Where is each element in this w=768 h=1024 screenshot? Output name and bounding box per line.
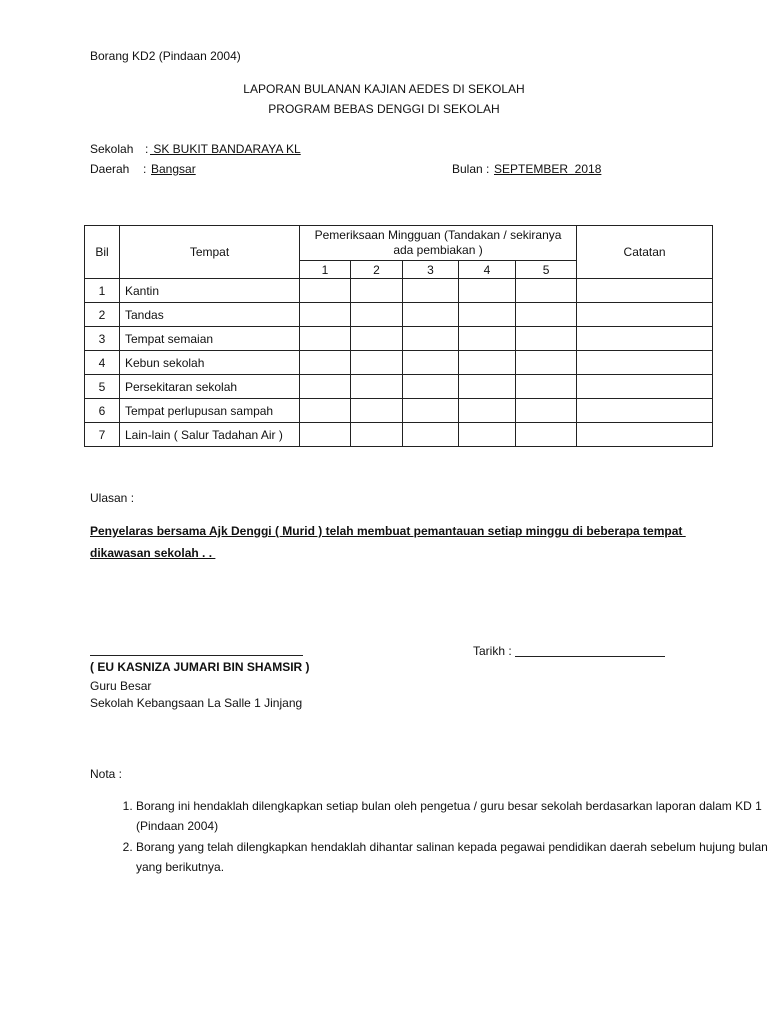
- list-item: 1. Borang ini hendaklah dilengkapkan setiap bulan oleh pengetua / guru besar sekolah berdasarkan laporan dalam KD 1 (Pindaan 2004): [136, 796, 768, 836]
- program-title: PROGRAM BEBAS DENGGI DI SEKOLAH: [268, 102, 500, 116]
- signatory-position: Guru Besar: [90, 679, 152, 693]
- week-cell: [300, 351, 351, 375]
- table-row: [85, 399, 713, 423]
- week-cell: [351, 351, 403, 375]
- table-row: [85, 375, 713, 399]
- catatan-cell: [577, 351, 713, 375]
- catatan-cell: [577, 327, 713, 351]
- week-cell: [300, 279, 351, 303]
- ulasan-label: Ulasan :: [90, 491, 135, 505]
- bulan-label: Bulan :: [452, 162, 490, 176]
- sekolah-value: SK BUKIT BANDARAYA KL: [150, 142, 301, 156]
- week-cell: [516, 327, 577, 351]
- list-item: 2. Borang yang telah dilengkapkan hendaklah dihantar salinan kepada pegawai pendidikan daerah sebelum hujung bulan yang berikutnya.: [136, 837, 768, 877]
- header-week-5: 5: [516, 261, 577, 279]
- week-cell: [351, 375, 403, 399]
- row-bil: 5: [85, 375, 120, 399]
- table-row: [85, 303, 713, 327]
- row-tempat: Kantin: [120, 279, 300, 303]
- header-tempat: Tempat: [120, 226, 300, 279]
- header-week-4: 4: [459, 261, 516, 279]
- tarikh-label: Tarikh :: [473, 644, 512, 658]
- week-cell: [351, 327, 403, 351]
- inspection-table: [84, 225, 713, 447]
- week-cell: [459, 279, 516, 303]
- table-row: [85, 423, 713, 447]
- signatory-school: Sekolah Kebangsaan La Salle 1 Jinjang: [90, 696, 303, 710]
- week-cell: [516, 351, 577, 375]
- row-tempat: Persekitaran sekolah: [120, 375, 300, 399]
- week-cell: [300, 399, 351, 423]
- header-week-3: 3: [403, 261, 459, 279]
- week-cell: [300, 375, 351, 399]
- week-cell: [403, 399, 459, 423]
- week-cell: [403, 327, 459, 351]
- week-cell: [516, 303, 577, 327]
- row-bil: 6: [85, 399, 120, 423]
- form-code: Borang KD2 (Pindaan 2004): [90, 49, 241, 63]
- row-tempat: Kebun sekolah: [120, 351, 300, 375]
- week-cell: [351, 423, 403, 447]
- report-title: LAPORAN BULANAN KAJIAN AEDES DI SEKOLAH: [243, 82, 525, 96]
- header-week-1: 1: [300, 261, 351, 279]
- week-cell: [459, 399, 516, 423]
- header-bil: Bil: [85, 226, 120, 279]
- nota-list: [88, 796, 768, 878]
- week-cell: [403, 375, 459, 399]
- week-cell: [300, 303, 351, 327]
- week-cell: [459, 351, 516, 375]
- table-header-row: [85, 226, 713, 261]
- ulasan-line-1: Penyelaras bersama Ajk Denggi ( Murid ) telah membuat pemantauan setiap minggu di beberapa tempat: [90, 524, 686, 538]
- catatan-cell: [577, 303, 713, 327]
- daerah-label: Daerah: [90, 162, 130, 176]
- week-cell: [459, 327, 516, 351]
- week-cell: [403, 351, 459, 375]
- nota-label: Nota :: [90, 767, 123, 781]
- week-cell: [351, 399, 403, 423]
- row-bil: 7: [85, 423, 120, 447]
- week-cell: [516, 399, 577, 423]
- row-tempat: Tempat perlupusan sampah: [120, 399, 300, 423]
- sekolah-colon: :: [145, 142, 149, 156]
- daerah-colon: :: [143, 162, 147, 176]
- week-cell: [403, 279, 459, 303]
- week-cell: [351, 303, 403, 327]
- row-bil: 1: [85, 279, 120, 303]
- header-catatan: Catatan: [577, 226, 713, 279]
- week-cell: [516, 279, 577, 303]
- table-row: [85, 351, 713, 375]
- week-cell: [403, 423, 459, 447]
- row-bil: 3: [85, 327, 120, 351]
- catatan-cell: [577, 375, 713, 399]
- week-cell: [516, 375, 577, 399]
- sekolah-label: Sekolah: [90, 142, 134, 156]
- catatan-cell: [577, 399, 713, 423]
- bulan-value: SEPTEMBER 2018: [494, 162, 602, 176]
- week-cell: [459, 303, 516, 327]
- header-pemeriksaan: Pemeriksaan Mingguan (Tandakan / sekiranya ada pembiakan ): [300, 226, 577, 261]
- week-cell: [351, 279, 403, 303]
- daerah-value: Bangsar: [151, 162, 196, 176]
- header-week-2: 2: [351, 261, 403, 279]
- row-tempat: Tandas: [120, 303, 300, 327]
- row-bil: 4: [85, 351, 120, 375]
- row-tempat: Lain-lain ( Salur Tadahan Air ): [120, 423, 300, 447]
- row-bil: 2: [85, 303, 120, 327]
- tarikh-line: [515, 656, 665, 657]
- table-row: [85, 279, 713, 303]
- catatan-cell: [577, 423, 713, 447]
- week-cell: [459, 375, 516, 399]
- week-cell: [516, 423, 577, 447]
- row-tempat: Tempat semaian: [120, 327, 300, 351]
- ulasan-line-2: dikawasan sekolah . .: [90, 546, 216, 560]
- signature-line: [90, 655, 303, 656]
- catatan-cell: [577, 279, 713, 303]
- week-cell: [403, 303, 459, 327]
- week-cell: [300, 423, 351, 447]
- signatory-name: ( EU KASNIZA JUMARI BIN SHAMSIR ): [90, 660, 310, 674]
- week-cell: [300, 327, 351, 351]
- week-cell: [459, 423, 516, 447]
- table-row: [85, 327, 713, 351]
